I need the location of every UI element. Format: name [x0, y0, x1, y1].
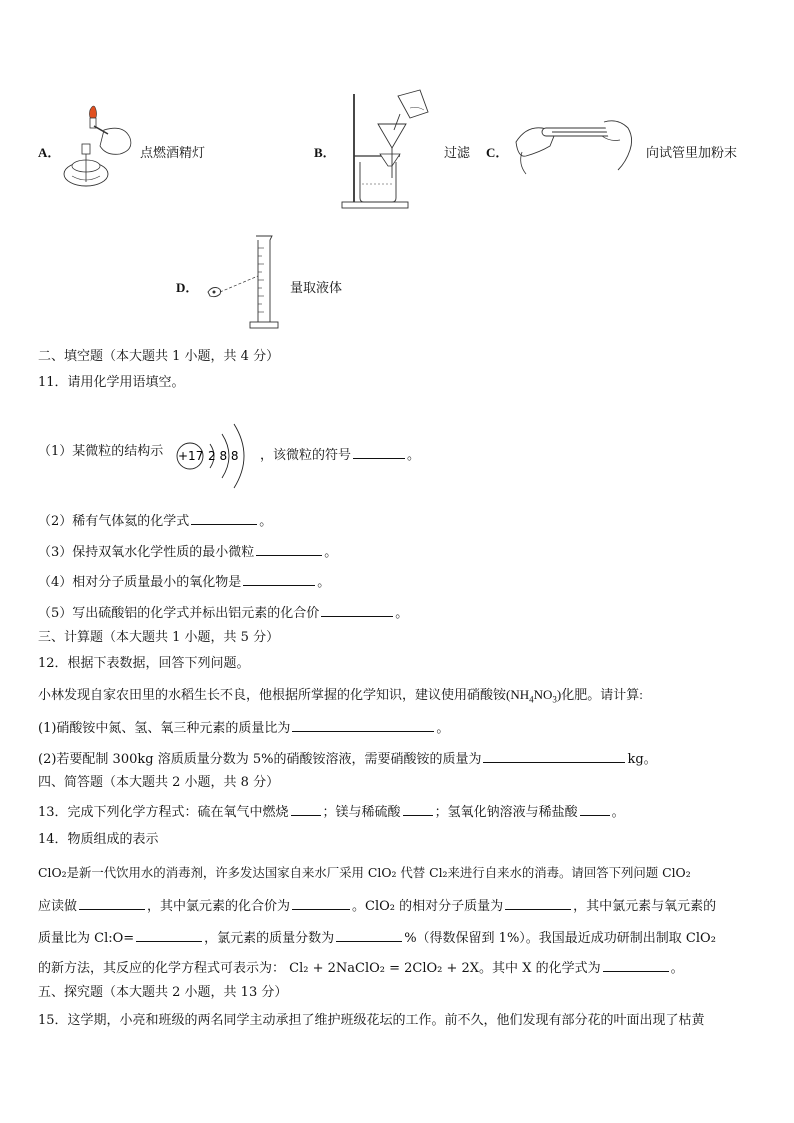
q14-line4: 的新方法，其反应的化学方程式可表示为： Cl₂ + 2NaClO₂ = 2ClO₂ + 2X。其中 X 的化学式为 。 [38, 961, 684, 976]
section-2-heading: 二、填空题（本大题共 1 小题，共 4 分） [38, 349, 280, 364]
option-b-letter: B． [314, 145, 336, 160]
q14-line3: 质量比为 Cl:O= ，氯元素的质量分数为 %（得数保留到 1%）。我国最近成功研制出制取 ClO₂ [38, 931, 716, 946]
answer-blank[interactable] [191, 512, 257, 525]
q12-part1: (1)硝酸铵中氮、氢、氧三种元素的质量比为 。 [38, 721, 450, 736]
option-d-caption: 量取液体 [290, 281, 343, 296]
q12-part2: (2)若要配制 300kg 溶质质量分数为 5%的硝酸铵溶液，需要硝酸铵的质量为 kg。 [38, 752, 657, 767]
q11-part1: （1）某微粒的结构示 [38, 444, 164, 459]
q11-part1-tail: ，该微粒的符号 。 [260, 448, 421, 463]
q11-part3: （3）保持双氧水化学性质的最小微粒 。 [38, 545, 338, 560]
atom-structure-diagram [170, 414, 256, 498]
filtration-illustration [340, 86, 436, 210]
option-c-letter: C． [486, 145, 509, 160]
answer-blank[interactable] [505, 897, 571, 910]
q14-line2: 应读做 ，其中氯元素的化合价为 。ClO₂ 的相对分子质量为 ，其中氯元素与氧元素的 [38, 899, 717, 914]
section-4-heading: 四、简答题（本大题共 2 小题，共 8 分） [38, 775, 280, 790]
q11-part2: （2）稀有气体氦的化学式 。 [38, 514, 273, 529]
answer-blank[interactable] [580, 803, 610, 816]
answer-blank[interactable] [483, 750, 625, 763]
alcohol-lamp-illustration [60, 104, 140, 196]
question-12: 12．根据下表数据，回答下列问题。 [38, 656, 250, 671]
atom-shells: 2 8 8 [208, 449, 239, 463]
option-a-caption: 点燃酒精灯 [140, 146, 206, 161]
answer-blank[interactable] [292, 897, 350, 910]
answer-blank[interactable] [336, 929, 402, 942]
answer-blank[interactable] [291, 803, 321, 816]
answer-blank[interactable] [79, 897, 145, 910]
adding-powder-illustration [512, 112, 640, 180]
q14-line1: ClO₂是新一代饮用水的消毒剂，许多发达国家自来水厂采用 ClO₂ 代替 Cl₂来进行自来水的消毒。请回答下列问题 ClO₂ [38, 865, 691, 880]
q12-intro: 小林发现自家农田里的水稻生长不良，他根据所掌握的化学知识，建议使用硝酸铵$(NH_4NO_3)$化肥。请计算: [38, 687, 643, 705]
q11-part4: （4）相对分子质量最小的氧化物是 。 [38, 575, 331, 590]
section-5-heading: 五、探究题（本大题共 2 小题，共 13 分） [38, 985, 288, 1000]
answer-blank[interactable] [403, 803, 433, 816]
answer-blank[interactable] [256, 543, 322, 556]
option-c-caption: 向试管里加粉末 [646, 146, 738, 161]
q11-part5: （5）写出硫酸铝的化学式并标出铝元素的化合价 。 [38, 606, 409, 621]
option-d-letter: D． [176, 280, 199, 295]
answer-blank[interactable] [292, 719, 434, 732]
answer-blank[interactable] [603, 959, 669, 972]
question-11: 11．请用化学用语填空。 [38, 375, 185, 390]
option-a-letter: A． [38, 145, 61, 160]
question-13: 13．完成下列化学方程式：硫在氧气中燃烧 ；镁与稀硫酸 ；氢氧化钠溶液与稀盐酸 。 [38, 805, 625, 820]
answer-blank[interactable] [321, 604, 393, 617]
option-b-caption: 过滤 [444, 146, 471, 161]
answer-blank[interactable] [353, 446, 405, 459]
answer-blank[interactable] [243, 573, 315, 586]
question-14: 14．物质组成的表示 [38, 832, 159, 847]
question-15: 15．这学期，小亮和班级的两名同学主动承担了维护班级花坛的工作。前不久，他们发现有部分花的叶面出现了枯黄 [38, 1013, 705, 1028]
graduated-cylinder-illustration [206, 234, 286, 332]
answer-blank[interactable] [136, 929, 202, 942]
section-3-heading: 三、计算题（本大题共 1 小题，共 5 分） [38, 630, 280, 645]
atom-nucleus: +17 [178, 449, 204, 463]
